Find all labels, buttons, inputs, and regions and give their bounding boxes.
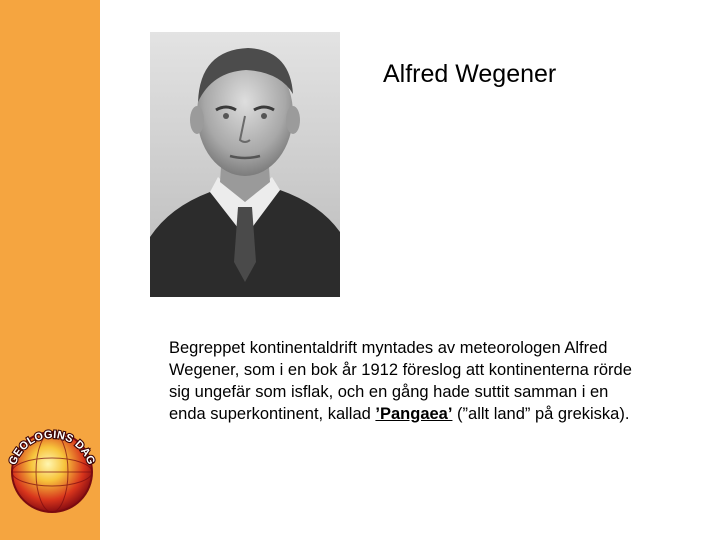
slide-paragraph <box>169 337 639 425</box>
slide-title: Alfred Wegener <box>383 60 557 88</box>
portrait-photo-icon <box>150 32 340 297</box>
geologins-dag-logo-icon <box>6 426 98 518</box>
pangaea-term: ’Pangaea’ <box>375 405 453 423</box>
paragraph-text-before: Begreppet kontinentaldrift myntades av meteorologen Alfred Wegener, som i en bok år 1912 föreslog att kontinenterna rörde sig ungefär som isflak, och en gång hade suttit samman i en enda superkontinent, kallad <box>169 339 632 423</box>
paragraph-text-after: (”allt land” på grekiska). <box>452 405 630 423</box>
logo-text: GEOLOGINS DAG <box>6 428 98 467</box>
